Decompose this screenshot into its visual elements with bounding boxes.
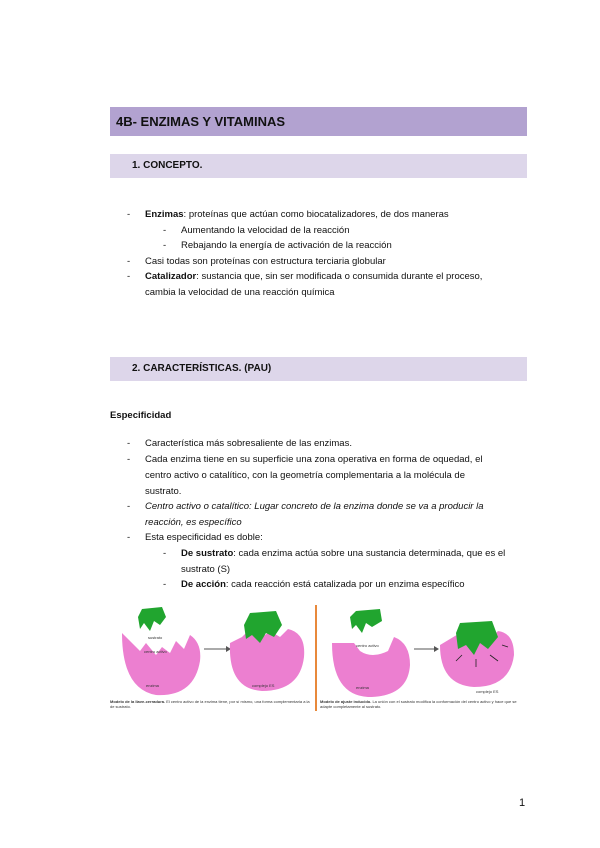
label-centro-right: centro activo xyxy=(356,643,379,648)
enzyme-complex-shape xyxy=(230,629,304,691)
label-complejo-right: complejo ES xyxy=(476,689,499,694)
label-sustrato-left: sustrato xyxy=(148,635,163,640)
s2-bullet-4: Esta especificidad es doble: xyxy=(145,532,263,543)
section1-banner xyxy=(110,154,527,178)
bullet-dash: - xyxy=(163,579,167,590)
catalizador-label: Catalizador xyxy=(145,271,197,282)
sub-item-1: Aumentando la velocidad de la reacción xyxy=(181,225,350,236)
label-centro-left: centro activo xyxy=(144,649,167,654)
enzyme-diagram xyxy=(110,603,522,713)
sustrato-cont: sustrato (S) xyxy=(181,564,231,575)
catalizador-cont: cambia la velocidad de una reacción química xyxy=(145,287,335,298)
caption-left-text: El centro activo de la enzima tiene, por sí mismo, una forma complementaria a la de sustrato. xyxy=(110,699,310,709)
bullet-dash: - xyxy=(163,548,167,559)
s2-bullet-1: Característica más sobresaliente de las enzimas. xyxy=(145,438,352,449)
enzimas-text: : proteínas que actúan como biocatalizadores, de dos maneras xyxy=(183,209,449,220)
sustrato-label: De sustrato xyxy=(181,548,234,559)
bullet-dash: - xyxy=(127,454,131,465)
bullet-dash: - xyxy=(127,209,131,220)
label-complejo-left: complejo ES xyxy=(252,683,275,688)
sub-item-2: Rebajando la energía de activación de la reacción xyxy=(181,240,392,251)
bullet-dash: - xyxy=(127,438,131,449)
page-title: 4B- ENZIMAS Y VITAMINAS xyxy=(116,114,286,129)
substrate-shape xyxy=(350,609,382,633)
enzimas-line xyxy=(145,209,449,221)
label-enzima-left: enzima xyxy=(146,683,159,688)
label-enzima-right: enzima xyxy=(356,685,369,690)
bullet-dash: - xyxy=(163,225,167,236)
caption-right-text: La unión con el sustrato modifica la conformación del centro activo y hace que se adapte completamente al sustrato. xyxy=(320,699,517,709)
accion-text: : cada reacción está catalizada por un enzima específico xyxy=(225,579,465,590)
caption-left xyxy=(110,699,310,709)
bullet-2: Casi todas son proteínas con estructura terciaria globular xyxy=(145,256,386,267)
section2-banner xyxy=(110,357,527,381)
s2-bullet-2-l3: sustrato. xyxy=(145,486,182,497)
section2-heading: 2. CARACTERÍSTICAS. (PAU) xyxy=(132,363,272,374)
catalizador-text: : sustancia que, sin ser modificada o consumida durante el proceso, xyxy=(196,271,483,282)
enzimas-label: Enzimas xyxy=(145,209,184,220)
s2-bullet-3-l2: reacción, es específico xyxy=(145,517,242,528)
subheading-especificidad: Especificidad xyxy=(110,410,172,421)
substrate-shape xyxy=(138,607,166,631)
s2-bullet-3-l1: Centro activo o catalítico: Lugar concreto de la enzima donde se va a producir la xyxy=(145,501,484,512)
bullet-dash: - xyxy=(127,271,131,282)
bullet-dash: - xyxy=(163,240,167,251)
title-banner xyxy=(110,107,527,136)
catalizador-line xyxy=(145,271,482,283)
arrow-head xyxy=(434,646,439,652)
caption-left-bold: Modelo de la llave-cerradura. xyxy=(110,699,166,704)
caption-right-bold: Modelo de ajuste inducido. xyxy=(320,699,372,704)
caption-right xyxy=(320,699,520,709)
s2-bullet-2-l1: Cada enzima tiene en su superficie una zona operativa en forma de oquedad, el xyxy=(145,454,483,465)
accion-label: De acción xyxy=(181,579,226,590)
sustrato-line xyxy=(181,548,505,560)
s2-bullet-2-l2: centro activo o catalítico, con la geometría complementaria a la molécula de xyxy=(145,470,465,481)
page-number: 1 xyxy=(519,797,526,809)
enzyme-models-figure xyxy=(110,603,522,713)
accion-line xyxy=(181,579,465,591)
enzyme-shape xyxy=(122,633,200,695)
sustrato-text: : cada enzima actúa sobre una sustancia determinada, que es el xyxy=(233,548,506,559)
section1-heading: 1. CONCEPTO. xyxy=(132,160,203,171)
bullet-dash: - xyxy=(127,256,131,267)
bullet-dash: - xyxy=(127,501,131,512)
bullet-dash: - xyxy=(127,532,131,543)
